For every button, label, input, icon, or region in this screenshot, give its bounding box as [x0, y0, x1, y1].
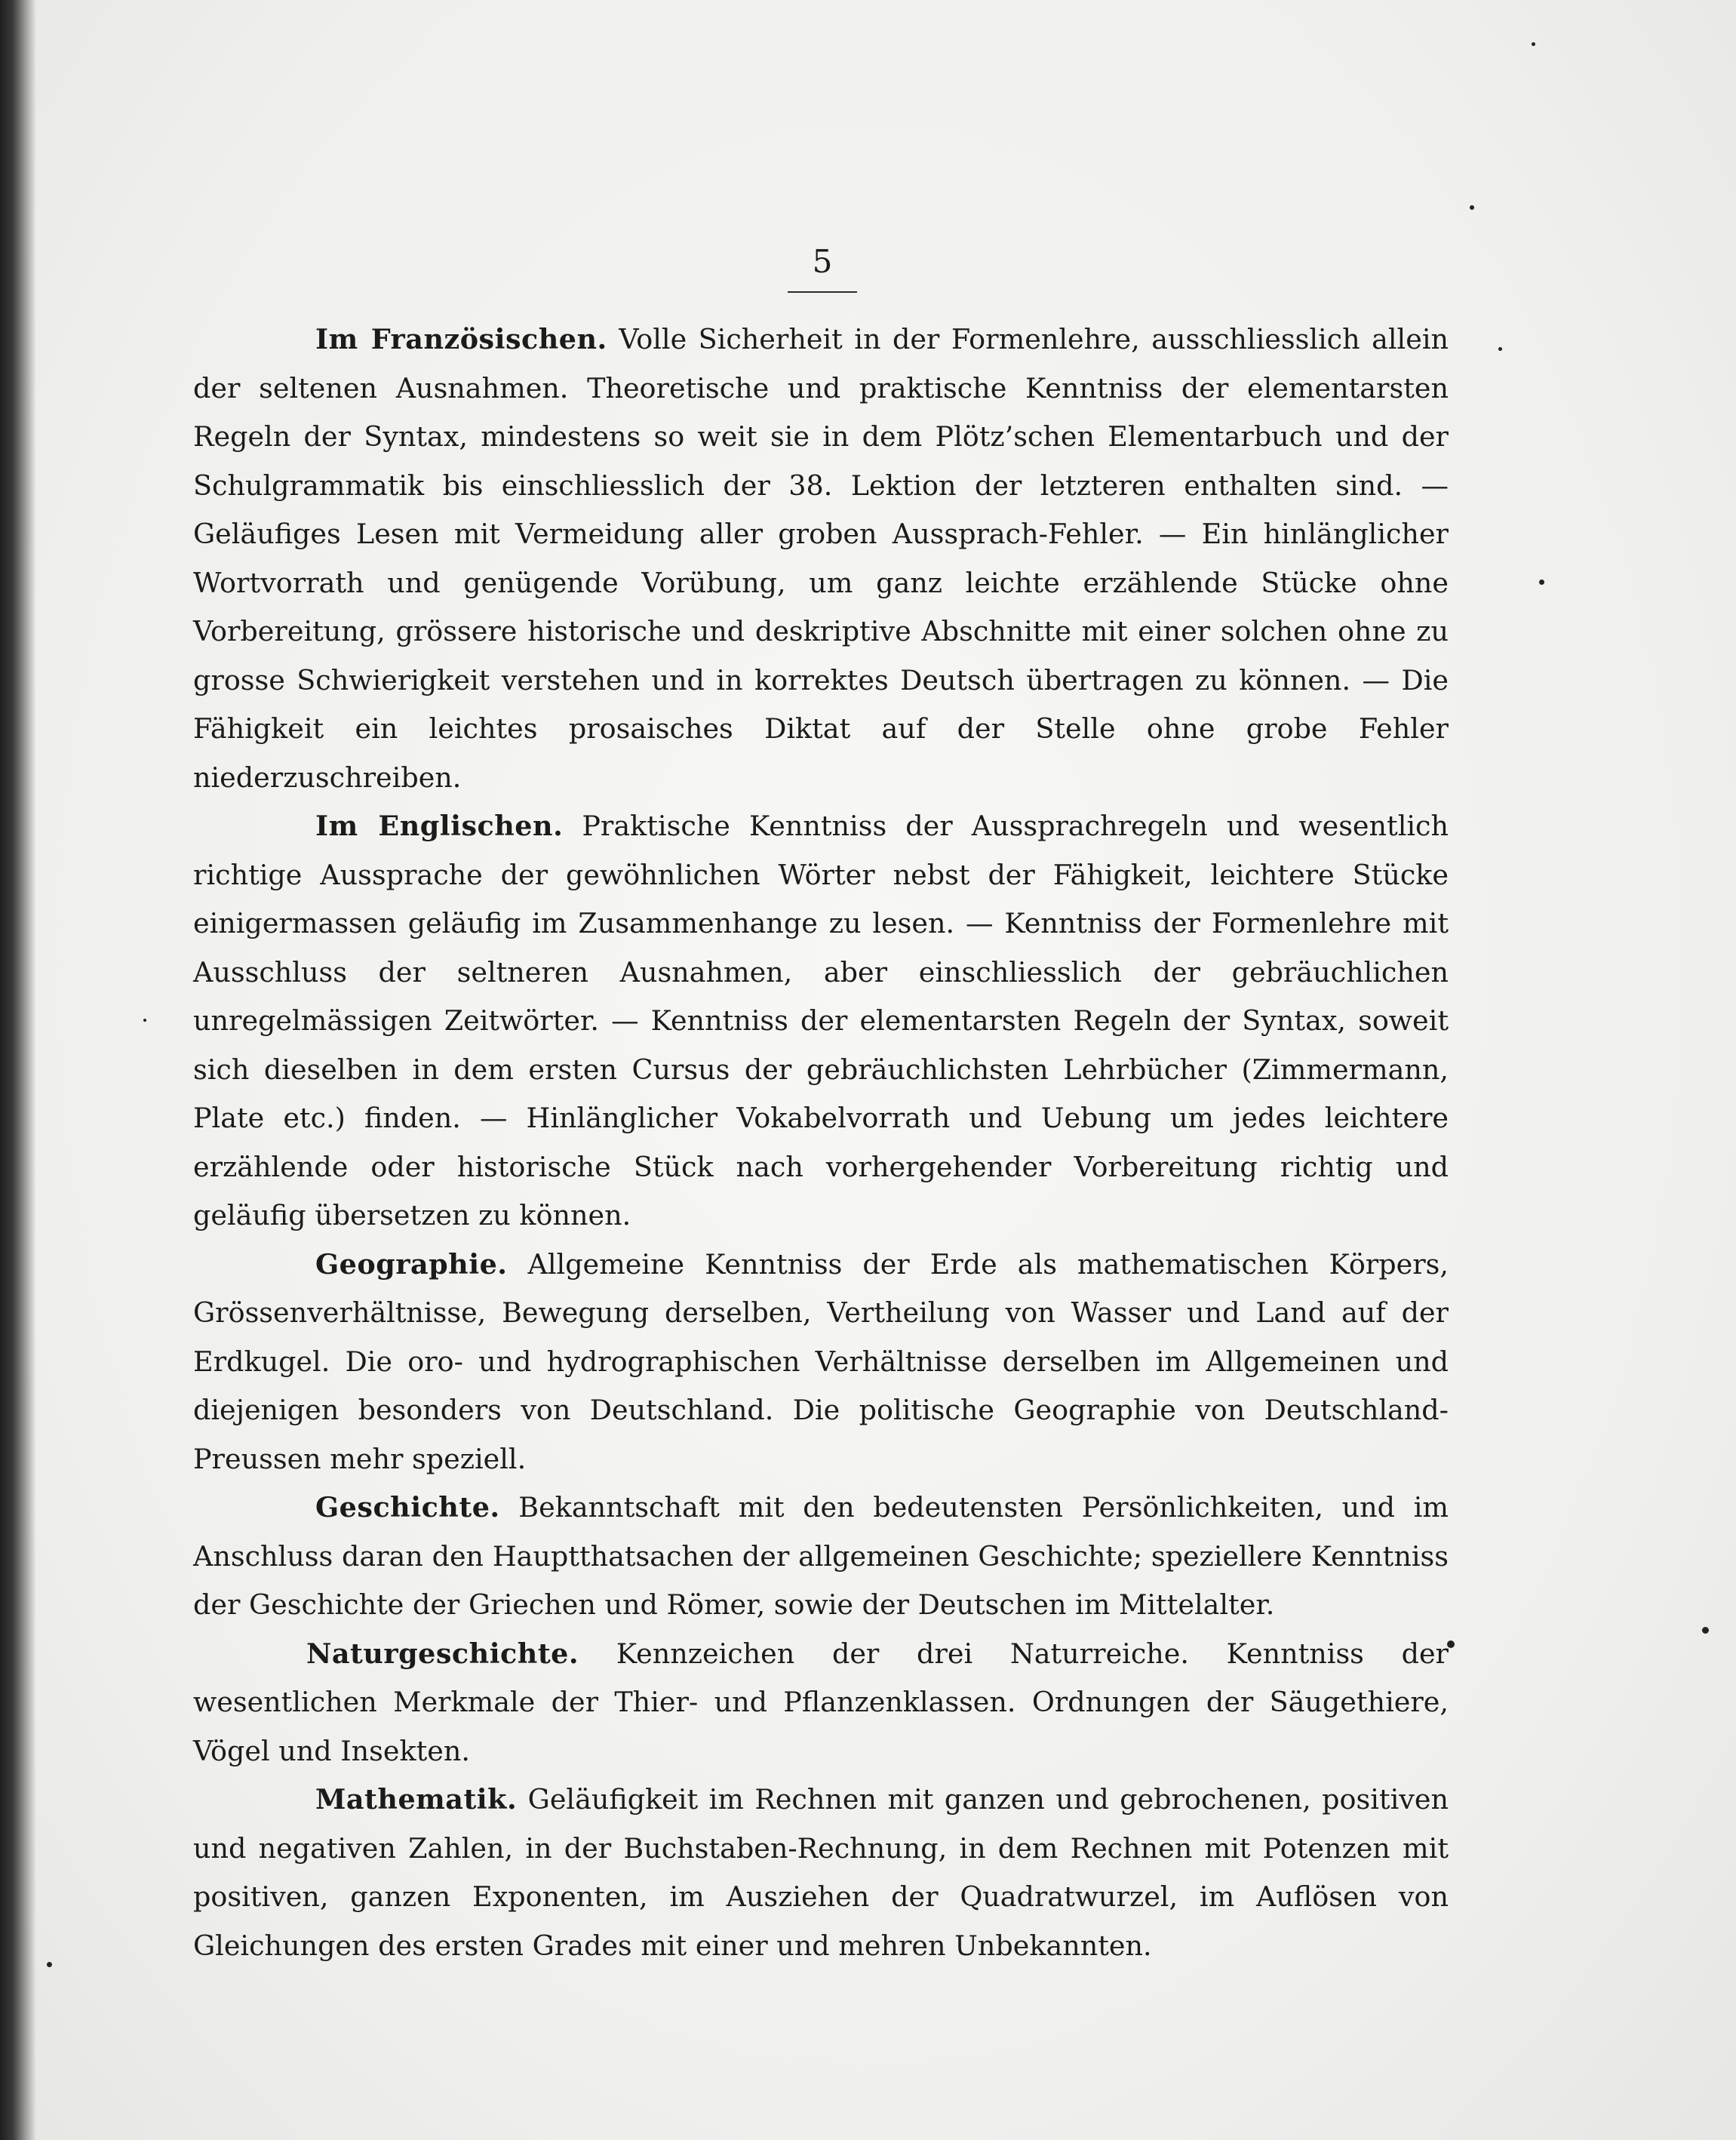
page-number: 5	[812, 243, 833, 280]
text-naturgeschichte: Kennzeichen der drei Naturreiche. Kenntniss der wesentlichen Merkmale der Thier- und Pflanzenklassen. Ordnungen der Säugethiere, Vögel und Insekten.	[193, 1637, 1449, 1767]
binding-shadow	[0, 0, 36, 2140]
ink-speck	[1498, 347, 1502, 351]
ink-speck	[1539, 580, 1544, 585]
ink-speck	[143, 1019, 146, 1022]
paragraph-naturgeschichte	[193, 1630, 1449, 1776]
heading-geographie: Geographie.	[315, 1247, 508, 1281]
paragraph-englisch	[193, 802, 1449, 1241]
ink-speck	[1470, 205, 1474, 210]
heading-franzoesisch: Im Französischen.	[315, 323, 607, 355]
ink-speck	[1532, 42, 1535, 46]
paragraph-franzoesisch	[193, 315, 1449, 802]
paragraph-geschichte	[193, 1484, 1449, 1630]
page-number-rule	[788, 291, 857, 293]
text-franzoesisch: Volle Sicherheit in der Formenlehre, ausschliesslich allein der seltenen Ausnahmen. Theoretische und praktische Kenntniss der elementarsten Regeln der Syntax, mindestens so weit sie in dem Plötz’schen Elementarbuch und der Schulgrammatik bis einschliesslich der 38. Lektion der letzteren enthalten sind. — Geläufiges Lesen mit Vermeidung aller groben Aussprach-Fehler. — Ein hinlänglicher Wortvorrath und genügende Vorübung, um ganz leichte erzählende Stücke ohne Vorbereitung, grössere historische und deskriptive Abschnitte mit einer solchen ohne zu grosse Schwierigkeit verstehen und in korrektes Deutsch übertragen zu können. — Die Fähigkeit ein leichtes prosaisches Diktat auf der Stelle ohne grobe Fehler niederzuschreiben.	[193, 323, 1449, 794]
text-mathematik: Geläufigkeit im Rechnen mit ganzen und gebrochenen, positiven und negativen Zahlen, in der Buchstaben-Rechnung, in dem Rechnen mit Potenzen mit positiven, ganzen Exponenten, im Ausziehen der Quadratwurzel, im Auflösen von Gleichungen des ersten Grades mit einer und mehren Unbekannten.	[193, 1783, 1449, 1962]
heading-geschichte: Geschichte.	[315, 1491, 500, 1524]
heading-mathematik: Mathematik.	[315, 1783, 518, 1816]
text-englisch: Praktische Kenntniss der Aussprachregeln und wesentlich richtige Aussprache der gewöhnlichen Wörter nebst der Fähigkeit, leichtere Stücke einigermassen geläufig im Zusammenhange zu lesen. — Kenntniss der Formenlehre mit Ausschluss der seltneren Ausnahmen, aber einschliesslich der gebräuchlichen unregelmässigen Zeitwörter. — Kenntniss der elementarsten Regeln der Syntax, soweit sich dieselben in dem ersten Cursus der gebräuchlichsten Lehrbücher (Zimmermann, Plate etc.) finden. — Hinlänglicher Vokabelvorrath und Uebung um jedes leichtere erzählende oder historische Stück nach vorhergehender Vorbereitung richtig und geläufig übersetzen zu können.	[193, 810, 1449, 1231]
ink-speck	[47, 1962, 52, 1967]
text-geographie: Allgemeine Kenntniss der Erde als mathematischen Körpers, Grössenverhältnisse, Bewegung derselben, Vertheilung von Wasser und Land auf der Erdkugel. Die oro- und hydrographischen Verhältnisse derselben im Allgemeinen und diejenigen besonders von Deutschland. Die politische Geographie von Deutschland-Preussen mehr speziell.	[193, 1247, 1449, 1475]
paragraph-geographie	[193, 1241, 1449, 1484]
text-geschichte: Bekanntschaft mit den bedeutensten Persönlichkeiten, und im Anschluss daran den Hauptthatsachen der allgemeinen Geschichte; speziellere Kenntniss der Geschichte der Griechen und Römer, sowie der Deutschen im Mittelalter.	[193, 1491, 1449, 1621]
paragraph-mathematik	[193, 1776, 1449, 1970]
ink-speck	[1702, 1627, 1709, 1634]
body-text	[193, 315, 1449, 1970]
heading-naturgeschichte: Naturgeschichte.	[306, 1637, 579, 1670]
heading-englisch: Im Englischen.	[315, 810, 564, 842]
